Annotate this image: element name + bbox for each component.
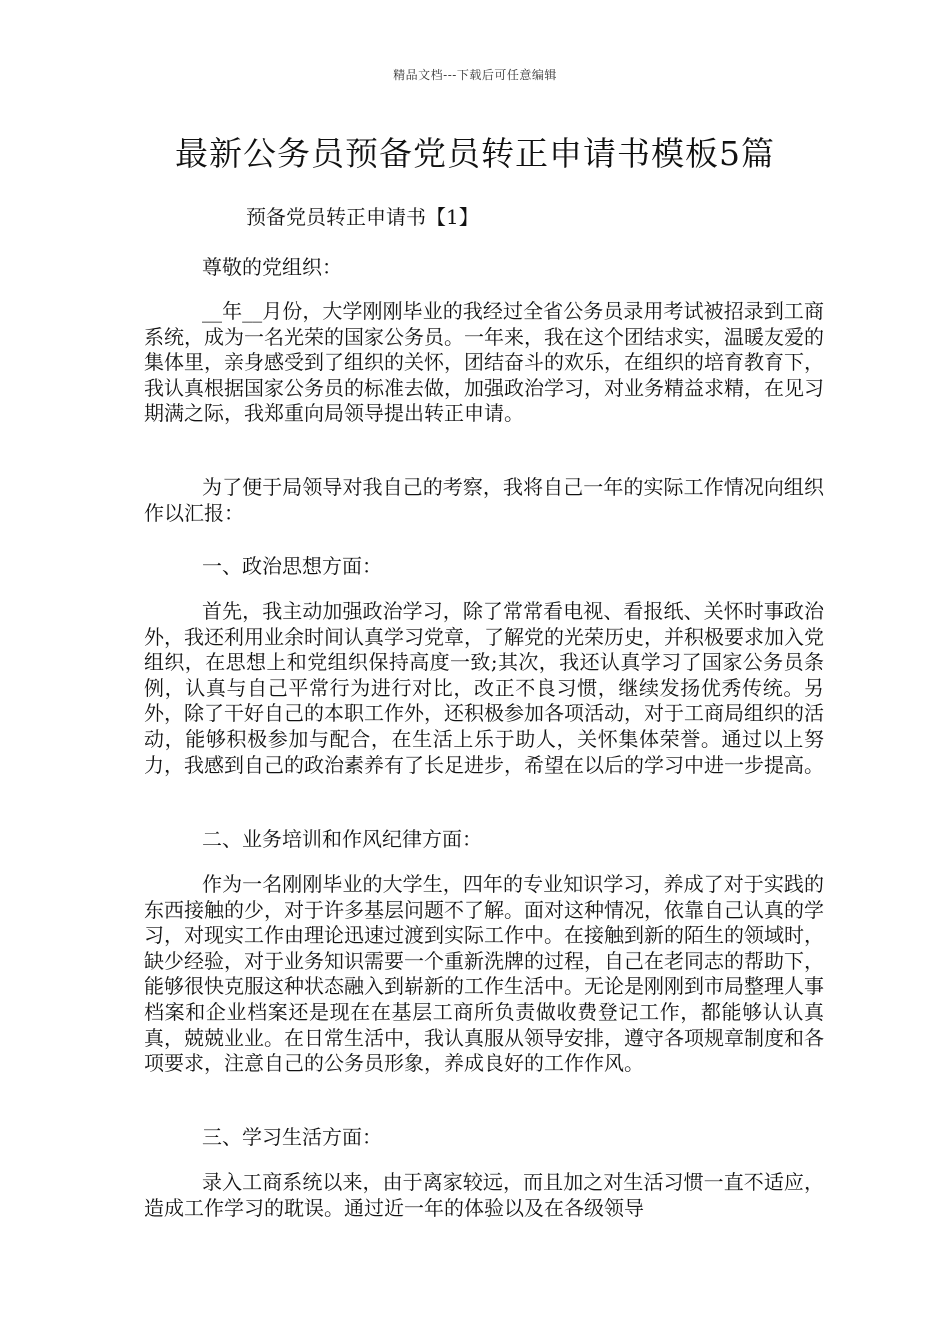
heading-business: 二、业务培训和作风纪律方面： — [202, 827, 482, 851]
salutation: 尊敬的党组织： — [202, 255, 342, 279]
paragraph-intro: __年__月份，大学刚刚毕业的我经过全省公务员录用考试被招录到工商系统，成为一名光荣的国家公务员。一年来，我在这个团结求实，温暖友爱的集体里，亲身感受到了组织的关怀，团结奋斗的欢乐，在组织的培育教育下，我认真根据国家公务员的标准去做，加强政治学习，对业务精益求精，在见习期满之际，我郑重向局领导提出转正申请。 — [144, 299, 824, 426]
heading-study-life: 三、学习生活方面： — [202, 1125, 382, 1149]
paragraph-report-intro: 为了便于局领导对我自己的考察，我将自己一年的实际工作情况向组织作以汇报： — [144, 475, 824, 525]
paragraph-political: 首先，我主动加强政治学习，除了常常看电视、看报纸、关怀时事政治外，我还利用业余时间认真学习党章，了解党的光荣历史，并积极要求加入党组织，在思想上和党组织保持高度一致;其次，我还认真学习了国家公务员条例，认真与自己平常行为进行对比，改正不良习惯，继续发扬优秀传统。另外，除了干好自己的本职工作外，还积极参加各项活动，对于工商局组织的活动，能够积极参加与配合，在生活上乐于助人，关怀集体荣誉。通过以上努力，我感到自己的政治素养有了长足进步，希望在以后的学习中进一步提高。 — [144, 599, 824, 777]
header-note: 精品文档---下载后可任意编辑 — [393, 68, 557, 82]
paragraph-study-life: 录入工商系统以来，由于离家较远，而且加之对生活习惯一直不适应，造成工作学习的耽误。通过近一年的体验以及在各级领导 — [144, 1170, 824, 1220]
document-title: 最新公务员预备党员转正申请书模板5篇 — [175, 134, 775, 173]
section-subtitle: 预备党员转正申请书【1】 — [246, 205, 479, 229]
heading-political: 一、政治思想方面： — [202, 554, 382, 578]
paragraph-business: 作为一名刚刚毕业的大学生，四年的专业知识学习，养成了对于实践的东西接触的少，对于许多基层问题不了解。面对这种情况，依靠自己认真的学习，对现实工作由理论迅速过渡到实际工作中。在接触到新的陌生的领域时，缺少经验，对于业务知识需要一个重新洗牌的过程，自己在老同志的帮助下，能够很快克服这种状态融入到崭新的工作生活中。无论是刚刚到市局整理人事档案和企业档案还是现在在基层工商所负责做收费登记工作，都能够认认真真，兢兢业业。在日常生活中，我认真服从领导安排，遵守各项规章制度和各项要求，注意自己的公务员形象，养成良好的工作作风。 — [144, 872, 824, 1076]
